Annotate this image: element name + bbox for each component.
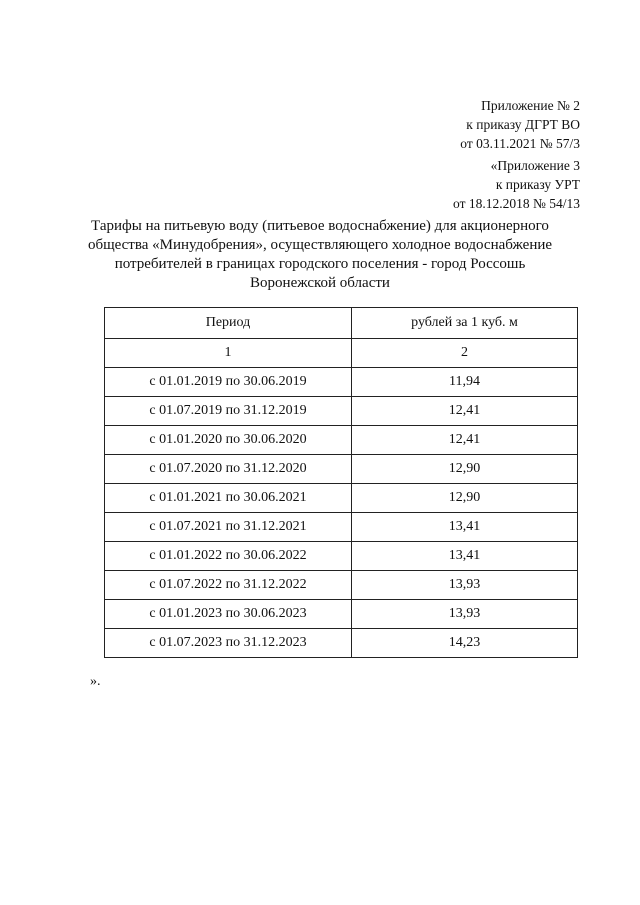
table-row — [105, 397, 578, 426]
title-line: Воронежской области — [250, 275, 390, 291]
rate-cell: 13,41 — [352, 513, 578, 542]
rate-cell: 13,93 — [352, 600, 578, 629]
table-row — [105, 629, 578, 658]
table-header-row — [105, 308, 578, 339]
table-row — [105, 426, 578, 455]
amended-appendix-number: «Приложение 3 — [490, 158, 580, 173]
period-cell: с 01.07.2021 по 31.12.2021 — [105, 513, 352, 542]
appendix-order-ref: к приказу ДГРТ ВО — [466, 117, 580, 132]
period-cell: с 01.01.2022 по 30.06.2022 — [105, 542, 352, 571]
table-row — [105, 542, 578, 571]
table-row — [105, 513, 578, 542]
column-number: 2 — [352, 339, 578, 368]
header-period: Период — [105, 308, 352, 339]
period-cell: с 01.01.2020 по 30.06.2020 — [105, 426, 352, 455]
appendix-number: Приложение № 2 — [481, 98, 580, 113]
period-cell: с 01.01.2023 по 30.06.2023 — [105, 600, 352, 629]
column-number-row — [105, 339, 578, 368]
appendix-order-date: от 03.11.2021 № 57/3 — [460, 136, 580, 151]
period-cell: с 01.01.2021 по 30.06.2021 — [105, 484, 352, 513]
appendix-header — [460, 96, 580, 153]
period-cell: с 01.07.2022 по 31.12.2022 — [105, 571, 352, 600]
table-row — [105, 368, 578, 397]
title-line: общества «Минудобрения», осуществляющего холодное водоснабжение — [87, 237, 553, 253]
amended-order-ref: к приказу УРТ — [495, 177, 580, 192]
title-line: Тарифы на питьевую воду (питьевое водоснабжение) для акционерного — [91, 218, 549, 234]
table-row — [105, 455, 578, 484]
rate-cell: 13,93 — [352, 571, 578, 600]
rate-cell: 11,94 — [352, 368, 578, 397]
rate-cell: 12,90 — [352, 484, 578, 513]
period-cell: с 01.07.2019 по 31.12.2019 — [105, 397, 352, 426]
period-cell: с 01.07.2020 по 31.12.2020 — [105, 455, 352, 484]
period-cell: с 01.01.2019 по 30.06.2019 — [105, 368, 352, 397]
title-line: потребителей в границах городского поселения - город Россошь — [114, 256, 526, 272]
table-row — [105, 600, 578, 629]
period-cell: с 01.07.2023 по 31.12.2023 — [105, 629, 352, 658]
rate-cell: 14,23 — [352, 629, 578, 658]
closing-quote-mark: ». — [90, 674, 101, 689]
rate-cell: 13,41 — [352, 542, 578, 571]
table-row — [105, 571, 578, 600]
table-row — [105, 484, 578, 513]
rate-cell: 12,41 — [352, 397, 578, 426]
rate-cell: 12,41 — [352, 426, 578, 455]
document-title — [60, 217, 580, 293]
tariff-table — [104, 307, 578, 658]
amended-appendix-header — [453, 156, 580, 213]
column-number: 1 — [105, 339, 352, 368]
amended-order-date: от 18.12.2018 № 54/13 — [453, 196, 580, 211]
rate-cell: 12,90 — [352, 455, 578, 484]
header-rate: рублей за 1 куб. м — [352, 308, 578, 339]
